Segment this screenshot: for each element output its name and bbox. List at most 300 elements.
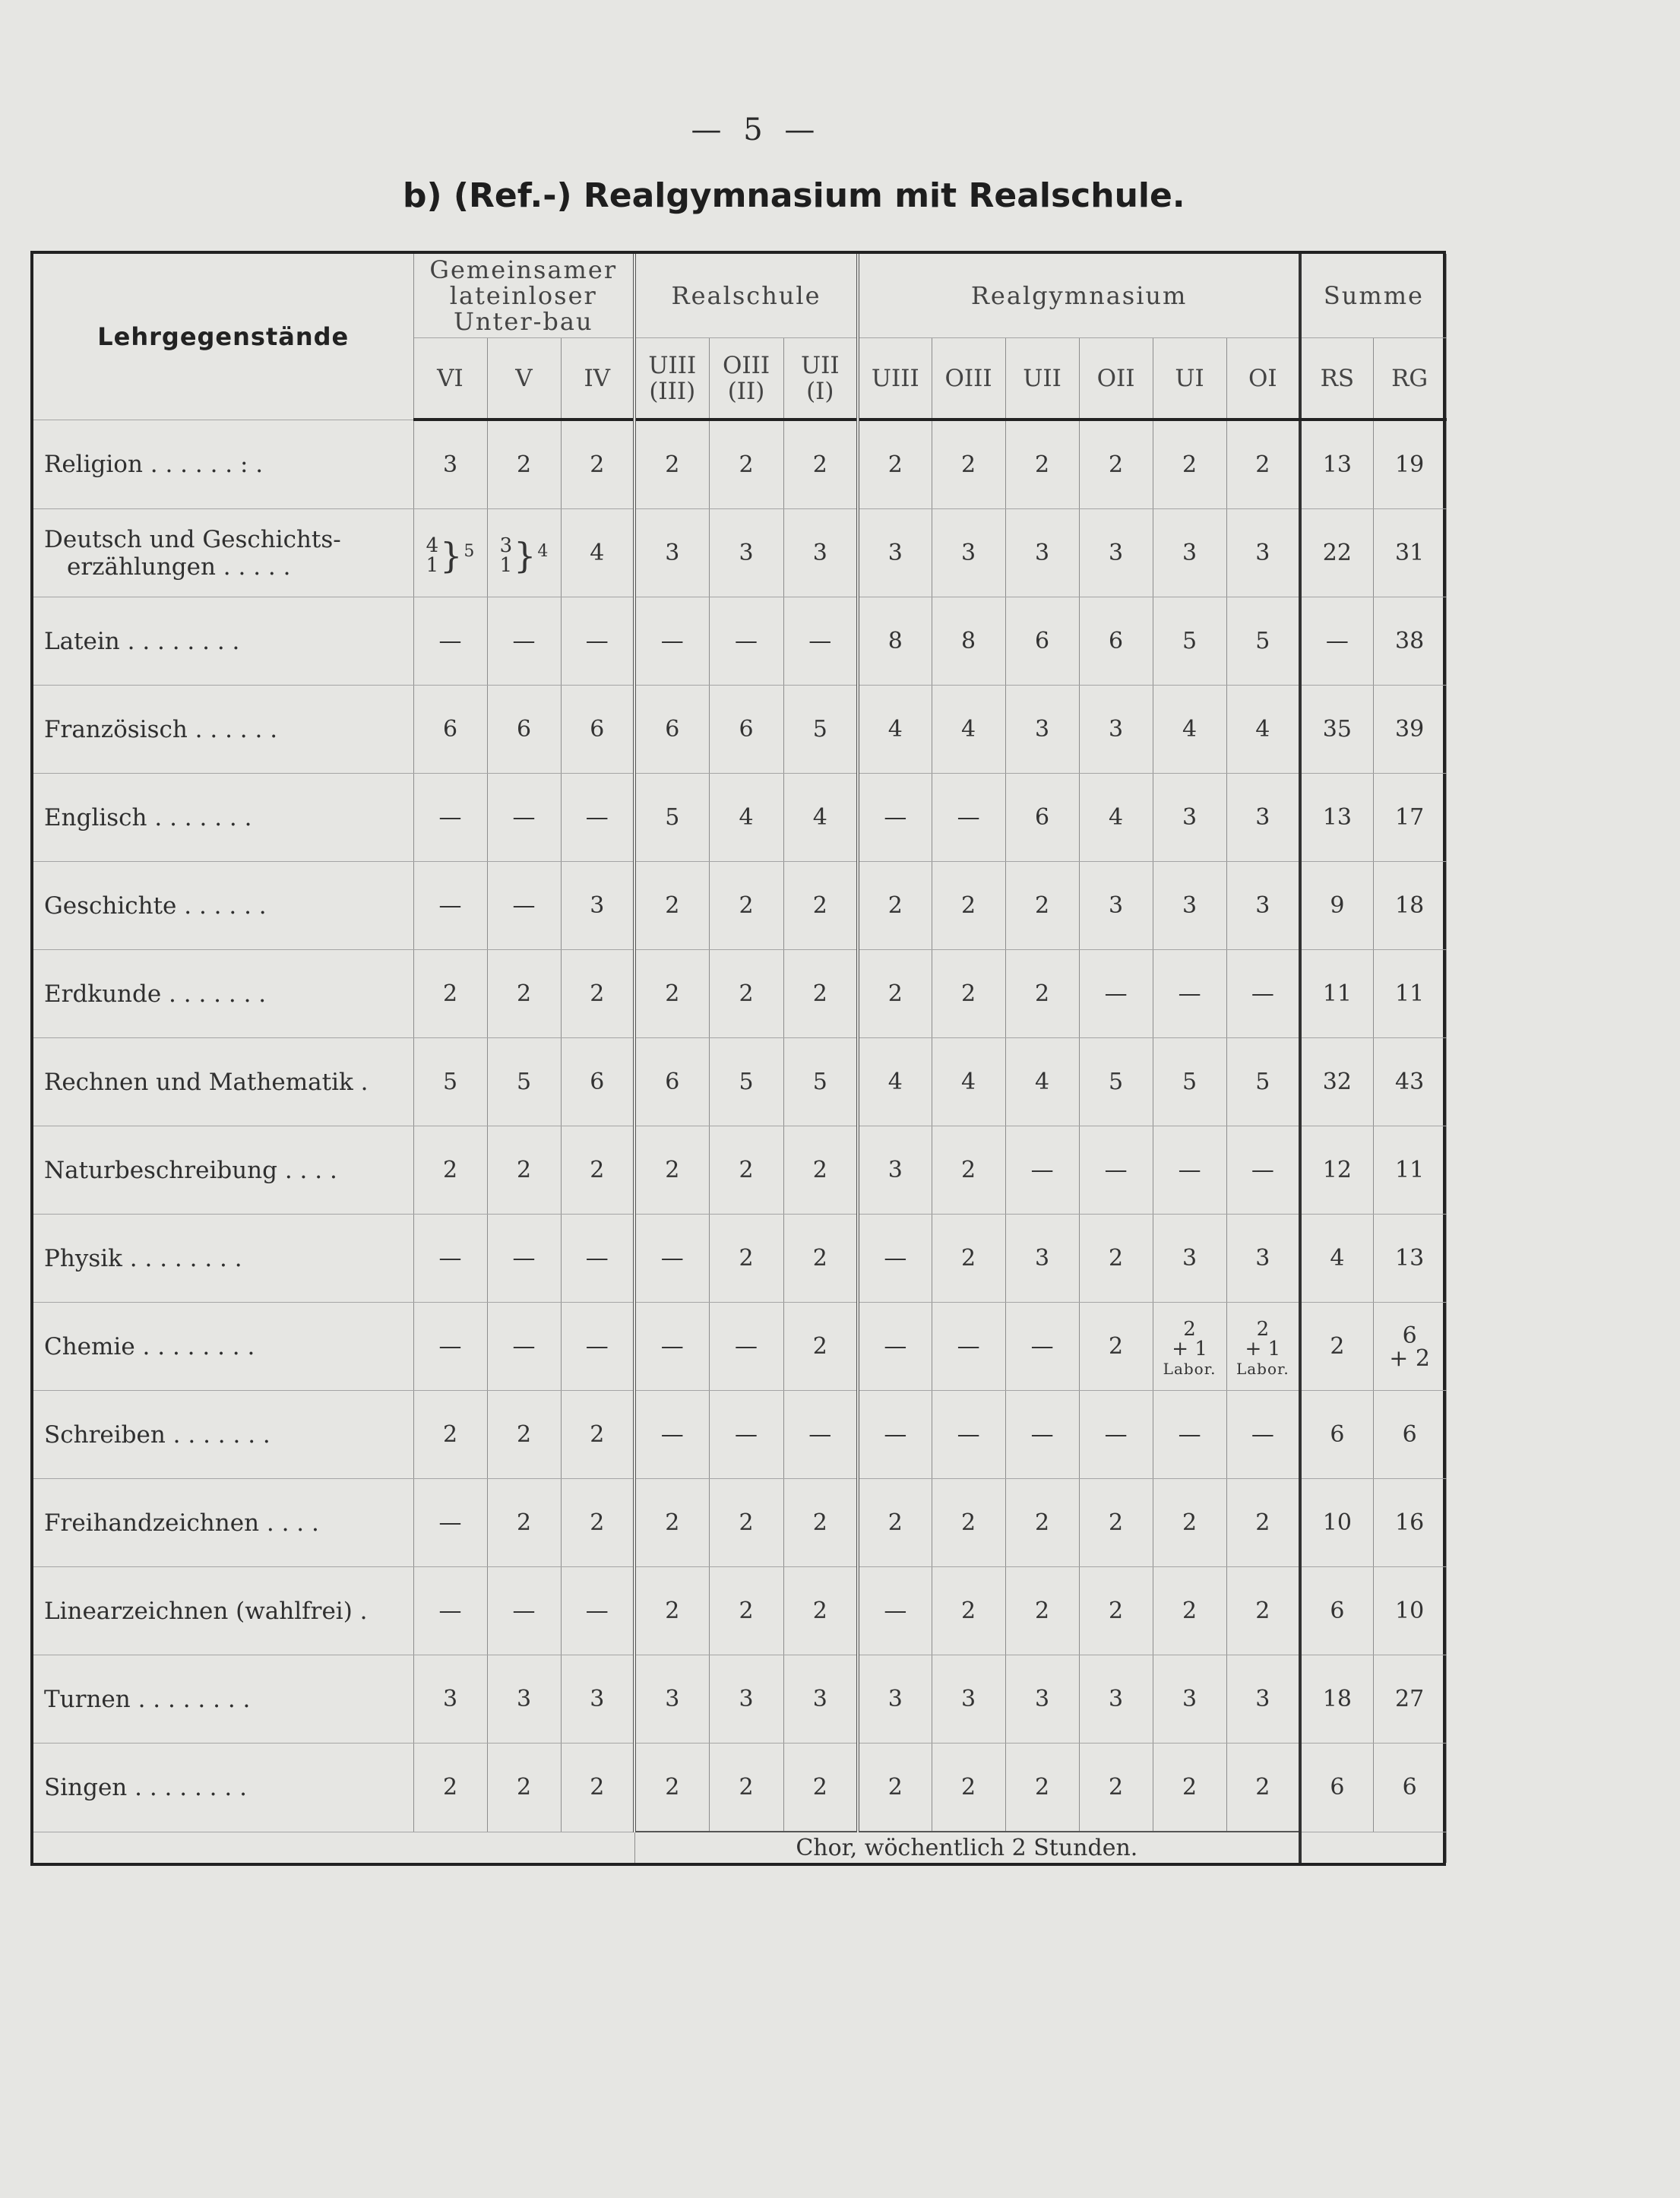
hours-cell: 3: [1079, 509, 1153, 597]
hours-cell: —: [709, 1303, 783, 1391]
hours-cell: 2: [1079, 1479, 1153, 1567]
hours-cell: 3: [1079, 686, 1153, 774]
hours-cell: 2: [858, 420, 932, 509]
hours-cell: —: [413, 1303, 487, 1391]
hours-cell: 2: [858, 1744, 932, 1832]
hours-cell: 2: [1226, 420, 1300, 509]
subject-label: Latein . . . . . . . .: [44, 627, 240, 655]
hours-cell: 6: [1300, 1567, 1373, 1655]
hours-cell: 2: [1005, 420, 1079, 509]
hours-cell: 43: [1373, 1038, 1446, 1126]
subject-cell: [33, 774, 413, 862]
hours-cell: 3: [634, 1655, 709, 1744]
hours-cell: 2: [487, 420, 561, 509]
table-row: [33, 509, 1446, 597]
table-row: [33, 862, 1446, 950]
hours-cell: 2: [487, 1479, 561, 1567]
bracket-part: 4: [426, 534, 439, 557]
hours-cell: 2: [783, 1126, 858, 1215]
hours-cell: 2: [1153, 420, 1226, 509]
hours-cell: 2: [709, 1126, 783, 1215]
hours-cell: 2: [487, 950, 561, 1038]
hours-cell: 3: [413, 420, 487, 509]
hours-cell: 2: [1226, 1567, 1300, 1655]
header-class: OI: [1226, 338, 1300, 420]
bracket-value: 3 1 } 4: [499, 534, 549, 577]
hours-cell: 5: [783, 1038, 858, 1126]
hours-cell: [1226, 1303, 1300, 1391]
hours-cell: —: [634, 1215, 709, 1303]
hours-cell: 2: [634, 1567, 709, 1655]
hours-cell: 2: [783, 862, 858, 950]
chemistry-lab-value: [1163, 1319, 1216, 1379]
hours-cell: —: [1153, 1126, 1226, 1215]
hours-cell: 11: [1373, 950, 1446, 1038]
table-row: [33, 1567, 1446, 1655]
hours-cell: 6: [1300, 1744, 1373, 1832]
hours-cell: —: [1005, 1391, 1079, 1479]
subject-cell: [33, 1303, 413, 1391]
subject-label: Schreiben . . . . . . .: [44, 1420, 271, 1449]
hours-cell: —: [561, 1215, 634, 1303]
hours-cell: 16: [1373, 1479, 1446, 1567]
subject-label: Rechnen und Mathematik .: [44, 1068, 369, 1096]
header-class: UII: [1005, 338, 1079, 420]
curriculum-table: [30, 251, 1446, 1866]
chem-rg-plus: + 2: [1389, 1345, 1431, 1372]
hours-cell: 3: [634, 509, 709, 597]
hours-cell: 2: [413, 950, 487, 1038]
chem-hours: 2: [1183, 1317, 1196, 1341]
hours-cell: 2: [709, 1567, 783, 1655]
hours-cell: —: [858, 1391, 932, 1479]
hours-cell: 2: [783, 1479, 858, 1567]
hours-cell: —: [858, 774, 932, 862]
hours-cell: 3: [783, 1655, 858, 1744]
hours-cell: 3: [932, 509, 1005, 597]
hours-cell: 3: [1226, 774, 1300, 862]
hours-cell: —: [858, 1303, 932, 1391]
hours-cell: 10: [1373, 1567, 1446, 1655]
table-row: [33, 1303, 1446, 1391]
hours-cell: 2: [783, 1744, 858, 1832]
hours-cell: 3: [1226, 1655, 1300, 1744]
subject-label: Deutsch und Geschichts-: [44, 525, 341, 553]
hours-cell: —: [634, 1303, 709, 1391]
hours-cell: 6: [1300, 1391, 1373, 1479]
subject-cell: [33, 420, 413, 509]
hours-cell: —: [858, 1215, 932, 1303]
table-row: [33, 774, 1446, 862]
hours-cell: 13: [1300, 774, 1373, 862]
hours-cell: 2: [709, 950, 783, 1038]
chem-hours: 2: [1256, 1317, 1270, 1341]
hours-cell: 3: [1005, 1655, 1079, 1744]
hours-cell: —: [783, 1391, 858, 1479]
hours-cell: 2: [1226, 1479, 1300, 1567]
subject-cell: [33, 1479, 413, 1567]
hours-cell: 12: [1300, 1126, 1373, 1215]
subject-label: Singen . . . . . . . .: [44, 1773, 247, 1801]
bracket-part: 3: [499, 534, 513, 557]
hours-cell: 2: [1005, 1744, 1079, 1832]
hours-cell: 3: [1226, 509, 1300, 597]
hours-cell: 2: [1300, 1303, 1373, 1391]
header-class: UIII (III): [634, 338, 709, 420]
hours-cell: —: [1005, 1126, 1079, 1215]
hours-cell: —: [487, 597, 561, 686]
hours-cell: 2: [561, 950, 634, 1038]
hours-cell: 3: [413, 1655, 487, 1744]
header-group-summe: Summe: [1300, 254, 1446, 338]
hours-cell: —: [1153, 950, 1226, 1038]
table-row: [33, 597, 1446, 686]
hours-cell: 4: [1226, 686, 1300, 774]
hours-cell: 8: [932, 597, 1005, 686]
header-class: OIII (II): [709, 338, 783, 420]
chem-rg-value: [1389, 1322, 1431, 1372]
chem-labor: Labor.: [1163, 1359, 1216, 1378]
hours-cell: —: [1226, 950, 1300, 1038]
subject-cell: [33, 1391, 413, 1479]
table-row: [33, 686, 1446, 774]
subject-cell: [33, 1655, 413, 1744]
subject-label: Physik . . . . . . . .: [44, 1244, 242, 1272]
hours-cell: —: [561, 597, 634, 686]
hours-cell: [413, 509, 487, 597]
subject-cell: [33, 509, 413, 597]
hours-cell: 32: [1300, 1038, 1373, 1126]
hours-cell: 2: [1226, 1744, 1300, 1832]
hours-cell: 4: [1005, 1038, 1079, 1126]
hours-cell: 2: [561, 420, 634, 509]
footnote-spacer: [1300, 1832, 1446, 1863]
footnote-spacer: [33, 1832, 634, 1863]
hours-cell: [1153, 1303, 1226, 1391]
hours-cell: 4: [858, 1038, 932, 1126]
hours-cell: 5: [413, 1038, 487, 1126]
hours-cell: 2: [1153, 1744, 1226, 1832]
hours-cell: 2: [634, 950, 709, 1038]
hours-cell: 2: [783, 1215, 858, 1303]
hours-cell: 38: [1373, 597, 1446, 686]
hours-cell: 18: [1373, 862, 1446, 950]
hours-cell: —: [1079, 1391, 1153, 1479]
hours-cell: [1373, 1303, 1446, 1391]
hours-cell: 2: [783, 420, 858, 509]
table-row: [33, 1038, 1446, 1126]
header-class: UIII: [858, 338, 932, 420]
header-class: V: [487, 338, 561, 420]
hours-cell: 3: [1005, 686, 1079, 774]
hours-cell: 10: [1300, 1479, 1373, 1567]
subject-cell: [33, 1038, 413, 1126]
chem-labor: Labor.: [1235, 1359, 1289, 1378]
header-group-realschule: Realschule: [634, 254, 858, 338]
hours-cell: 5: [1226, 1038, 1300, 1126]
hours-cell: 4: [561, 509, 634, 597]
page-number: — 5 —: [691, 112, 821, 147]
hours-cell: —: [561, 1567, 634, 1655]
table-row: [33, 950, 1446, 1038]
table-row: [33, 1391, 1446, 1479]
hours-cell: 2: [413, 1391, 487, 1479]
hours-cell: —: [413, 774, 487, 862]
hours-cell: 3: [783, 509, 858, 597]
hours-cell: 2: [932, 1567, 1005, 1655]
header-group-realgymnasium: Realgymnasium: [858, 254, 1300, 338]
hours-cell: 3: [1153, 1655, 1226, 1744]
hours-cell: 2: [1005, 1567, 1079, 1655]
table-row: [33, 420, 1446, 509]
hours-cell: 4: [858, 686, 932, 774]
hours-cell: 22: [1300, 509, 1373, 597]
hours-cell: 2: [1005, 1479, 1079, 1567]
header-class: RS: [1300, 338, 1373, 420]
hours-cell: 5: [783, 686, 858, 774]
hours-cell: 5: [1153, 597, 1226, 686]
hours-cell: [487, 509, 561, 597]
hours-cell: 27: [1373, 1655, 1446, 1744]
hours-cell: 3: [1226, 1215, 1300, 1303]
hours-cell: 6: [1373, 1391, 1446, 1479]
footnote-chor: Chor, wöchentlich 2 Stunden.: [634, 1832, 1300, 1863]
hours-cell: 2: [1005, 950, 1079, 1038]
bracket-part: 1: [499, 553, 513, 577]
header-class: IV: [561, 338, 634, 420]
hours-cell: 2: [634, 1479, 709, 1567]
hours-cell: —: [709, 597, 783, 686]
subject-label: Linearzeichnen (wahlfrei) .: [44, 1597, 368, 1625]
hours-cell: 17: [1373, 774, 1446, 862]
subject-cell: [33, 1567, 413, 1655]
hours-cell: 2: [487, 1126, 561, 1215]
hours-cell: —: [1153, 1391, 1226, 1479]
subject-label: Naturbeschreibung . . . .: [44, 1156, 337, 1184]
hours-cell: 6: [561, 686, 634, 774]
hours-cell: 5: [1153, 1038, 1226, 1126]
hours-cell: 2: [709, 862, 783, 950]
subject-label: Erdkunde . . . . . . .: [44, 980, 267, 1008]
subject-cell: [33, 1744, 413, 1832]
header-subjects: Lehrgegenstände: [33, 254, 413, 420]
subject-cell: [33, 597, 413, 686]
subject-cell: [33, 950, 413, 1038]
table-row: [33, 1215, 1446, 1303]
hours-cell: 6: [487, 686, 561, 774]
hours-cell: 2: [634, 1126, 709, 1215]
hours-cell: 2: [1079, 420, 1153, 509]
hours-cell: 3: [1226, 862, 1300, 950]
hours-cell: 2: [1079, 1215, 1153, 1303]
hours-cell: —: [1079, 1126, 1153, 1215]
subject-cell: [33, 1215, 413, 1303]
hours-cell: —: [932, 1391, 1005, 1479]
hours-cell: 2: [1079, 1744, 1153, 1832]
hours-cell: 2: [1153, 1567, 1226, 1655]
hours-cell: 2: [709, 1479, 783, 1567]
hours-cell: —: [709, 1391, 783, 1479]
header-class: OIII: [932, 338, 1005, 420]
hours-cell: 2: [561, 1479, 634, 1567]
header-class: RG: [1373, 338, 1446, 420]
hours-cell: 6: [1005, 597, 1079, 686]
hours-cell: —: [487, 1215, 561, 1303]
subject-label: Französisch . . . . . .: [44, 715, 278, 743]
hours-cell: 2: [932, 420, 1005, 509]
hours-cell: —: [561, 774, 634, 862]
chem-rg-top: 6: [1402, 1322, 1417, 1349]
subject-cell: [33, 1126, 413, 1215]
hours-cell: 2: [783, 950, 858, 1038]
table-row: [33, 1655, 1446, 1744]
chem-plus: + 1: [1172, 1337, 1207, 1360]
hours-cell: 3: [1153, 774, 1226, 862]
hours-cell: 2: [1153, 1479, 1226, 1567]
hours-cell: —: [783, 597, 858, 686]
table-row: [33, 1479, 1446, 1567]
hours-cell: 19: [1373, 420, 1446, 509]
hours-cell: 5: [1226, 597, 1300, 686]
header-class: OII: [1079, 338, 1153, 420]
table-row: [33, 1126, 1446, 1215]
bracket-total: 4: [537, 541, 549, 561]
hours-cell: 6: [413, 686, 487, 774]
hours-cell: —: [932, 774, 1005, 862]
hours-cell: 3: [932, 1655, 1005, 1744]
document-title: b) (Ref.-) Realgymnasium mit Realschule.: [403, 176, 1185, 215]
hours-cell: 2: [487, 1391, 561, 1479]
hours-cell: 2: [634, 420, 709, 509]
hours-cell: 2: [858, 1479, 932, 1567]
hours-cell: 2: [783, 1567, 858, 1655]
hours-cell: 2: [932, 862, 1005, 950]
hours-cell: 4: [1079, 774, 1153, 862]
hours-cell: 2: [413, 1126, 487, 1215]
hours-cell: 18: [1300, 1655, 1373, 1744]
hours-cell: 3: [1079, 862, 1153, 950]
hours-cell: 2: [634, 862, 709, 950]
hours-cell: —: [487, 862, 561, 950]
hours-cell: —: [1079, 950, 1153, 1038]
subject-label: Englisch . . . . . . .: [44, 803, 252, 831]
hours-cell: —: [413, 1215, 487, 1303]
hours-cell: 2: [413, 1744, 487, 1832]
hours-cell: 4: [1153, 686, 1226, 774]
hours-cell: 31: [1373, 509, 1446, 597]
hours-cell: —: [487, 1303, 561, 1391]
hours-cell: 3: [1153, 509, 1226, 597]
subject-label: Turnen . . . . . . . .: [44, 1685, 251, 1713]
table-row: [33, 1744, 1446, 1832]
hours-cell: 3: [1153, 862, 1226, 950]
hours-cell: 3: [561, 1655, 634, 1744]
hours-cell: 3: [1153, 1215, 1226, 1303]
subject-cell: [33, 862, 413, 950]
hours-cell: 4: [709, 774, 783, 862]
bracket-total: 5: [464, 541, 475, 561]
hours-cell: —: [634, 1391, 709, 1479]
hours-cell: 2: [1079, 1303, 1153, 1391]
hours-cell: 3: [858, 1655, 932, 1744]
hours-cell: —: [413, 862, 487, 950]
hours-cell: 2: [858, 950, 932, 1038]
hours-cell: 3: [1079, 1655, 1153, 1744]
hours-cell: 11: [1300, 950, 1373, 1038]
hours-cell: 4: [932, 686, 1005, 774]
hours-cell: 5: [487, 1038, 561, 1126]
header-class: VI: [413, 338, 487, 420]
hours-cell: —: [413, 1567, 487, 1655]
subject-label-cont: erzählungen . . . . .: [67, 553, 291, 581]
subject-label: Freihandzeichnen . . . .: [44, 1509, 319, 1537]
hours-cell: —: [487, 1567, 561, 1655]
hours-cell: 2: [932, 950, 1005, 1038]
header-class: UII (I): [783, 338, 858, 420]
hours-cell: —: [858, 1567, 932, 1655]
hours-cell: —: [487, 774, 561, 862]
hours-cell: 2: [1079, 1567, 1153, 1655]
hours-cell: —: [1226, 1126, 1300, 1215]
hours-cell: —: [1300, 597, 1373, 686]
header-class: UI: [1153, 338, 1226, 420]
hours-cell: 6: [709, 686, 783, 774]
hours-cell: 2: [783, 1303, 858, 1391]
hours-cell: 6: [1373, 1744, 1446, 1832]
hours-cell: 13: [1373, 1215, 1446, 1303]
hours-cell: —: [561, 1303, 634, 1391]
hours-cell: 5: [709, 1038, 783, 1126]
hours-cell: 6: [634, 686, 709, 774]
hours-cell: 11: [1373, 1126, 1446, 1215]
hours-cell: 3: [561, 862, 634, 950]
hours-cell: 3: [1005, 1215, 1079, 1303]
hours-cell: 6: [1079, 597, 1153, 686]
hours-cell: —: [1226, 1391, 1300, 1479]
hours-cell: 3: [858, 1126, 932, 1215]
hours-cell: 2: [709, 1215, 783, 1303]
hours-cell: 8: [858, 597, 932, 686]
hours-cell: 9: [1300, 862, 1373, 950]
hours-cell: 2: [709, 420, 783, 509]
hours-cell: 5: [1079, 1038, 1153, 1126]
hours-cell: 2: [634, 1744, 709, 1832]
subject-label: Religion . . . . . . : .: [44, 450, 264, 478]
hours-cell: 3: [1005, 509, 1079, 597]
hours-cell: 4: [783, 774, 858, 862]
chemistry-lab-value: [1236, 1319, 1289, 1379]
subject-label: Chemie . . . . . . . .: [44, 1332, 255, 1360]
hours-cell: 6: [634, 1038, 709, 1126]
hours-cell: 2: [561, 1744, 634, 1832]
hours-cell: 4: [1300, 1215, 1373, 1303]
hours-cell: —: [634, 597, 709, 686]
chem-plus: + 1: [1245, 1337, 1281, 1360]
footnote-row: [33, 1832, 1446, 1863]
hours-cell: 2: [561, 1126, 634, 1215]
hours-cell: 2: [932, 1126, 1005, 1215]
hours-cell: —: [413, 1479, 487, 1567]
hours-cell: 3: [709, 1655, 783, 1744]
hours-cell: 2: [709, 1744, 783, 1832]
hours-cell: 2: [932, 1479, 1005, 1567]
hours-cell: —: [932, 1303, 1005, 1391]
hours-cell: 2: [1005, 862, 1079, 950]
hours-cell: 2: [932, 1744, 1005, 1832]
bracket-part: 1: [426, 553, 439, 577]
hours-cell: 3: [487, 1655, 561, 1744]
hours-cell: 13: [1300, 420, 1373, 509]
